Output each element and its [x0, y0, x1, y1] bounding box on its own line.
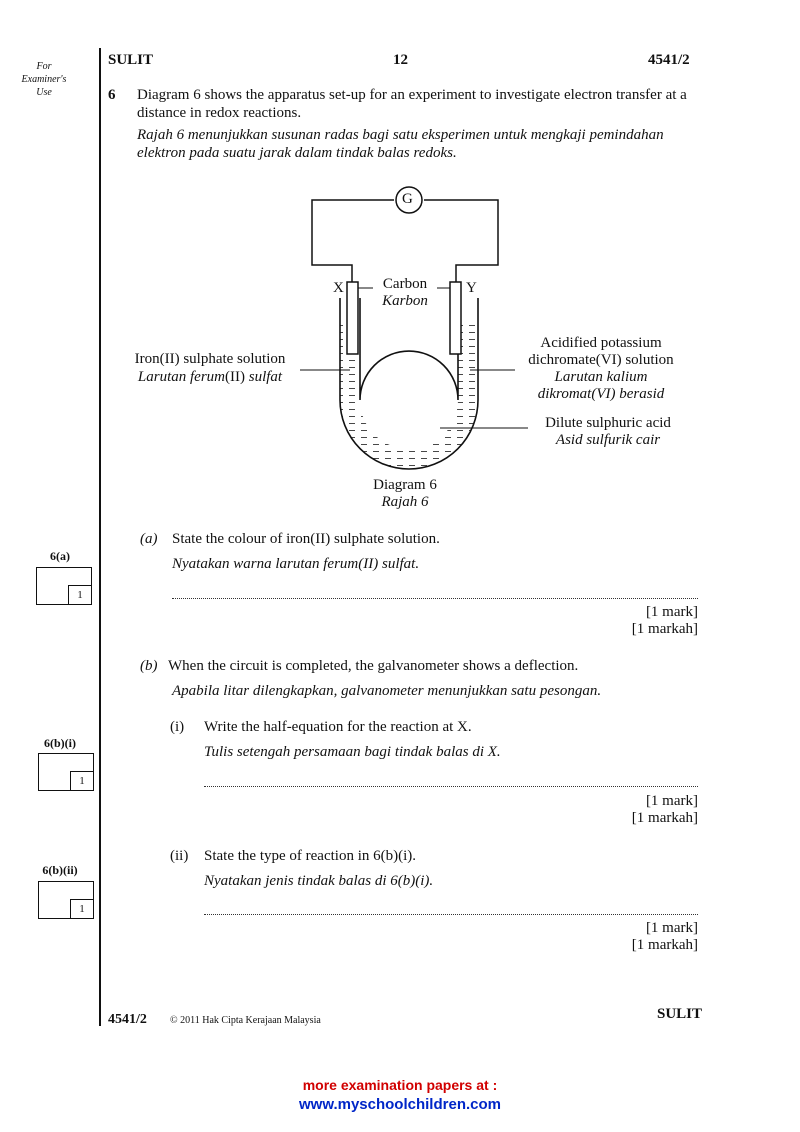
part-bi-label: (i): [170, 719, 185, 735]
part-bi-mark-en: [1 mark]: [645, 793, 698, 809]
right-solution-en-2: dichromate(VI) solution: [528, 352, 674, 368]
examiner-use-note: For Examiner's Use: [21, 61, 67, 98]
part-bi-text-en: Write the half-equation for the reaction at X.: [204, 719, 472, 735]
part-bi-mark-ms: [1 markah]: [631, 810, 698, 826]
page-number: 12: [393, 52, 408, 68]
promo-link[interactable]: www.myschoolchildren.com: [299, 1096, 501, 1113]
part-a-answer-line[interactable]: [172, 598, 698, 599]
electrode-x-label: X: [333, 280, 344, 296]
header-code: 4541/2: [648, 52, 690, 68]
part-b-text-ms: Apabila litar dilengkapkan, galvanometer menunjukkan satu pesongan.: [172, 683, 602, 699]
part-bii-text-en: State the type of reaction in 6(b)(i).: [204, 848, 417, 864]
footer-sulit: SULIT: [657, 1006, 703, 1022]
score-box-6bi-label: 6(b)(i): [44, 736, 76, 750]
part-bii-text-ms: Nyatakan jenis tindak balas di 6(b)(i).: [204, 873, 434, 889]
part-bii-mark-ms: [1 markah]: [631, 937, 698, 953]
part-a-mark-en: [1 mark]: [645, 604, 698, 620]
header-sulit: SULIT: [108, 52, 154, 68]
carbon-label-en: Carbon: [382, 276, 428, 292]
right-solution-en-1: Acidified potassium: [540, 335, 662, 351]
part-bii-label: (ii): [170, 848, 189, 864]
right-solution-ms-1: Larutan kalium: [554, 369, 648, 385]
question-intro-ms: Rajah 6 menunjukkan susunan radas bagi satu eksperimen untuk mengkaji pemindahan elektron pada suatu jarak dalam tindak balas redoks.: [137, 127, 664, 161]
diagram-caption-en: Diagram 6: [373, 477, 437, 493]
part-b-label: (b): [140, 658, 158, 674]
question-number: 6: [108, 87, 116, 103]
part-bii-mark-en: [1 mark]: [645, 920, 698, 936]
carbon-label-ms: Karbon: [382, 293, 428, 309]
promo-text: more examination papers at :: [302, 1077, 498, 1093]
electrode-x: [347, 282, 358, 354]
part-a-text-ms: Nyatakan warna larutan ferum(II) sulfat.: [172, 556, 420, 572]
right-solution-ms-2: dikromat(VI) berasid: [537, 386, 665, 402]
score-box-6bii-label: 6(b)(ii): [42, 863, 78, 877]
footer-copyright: © 2011 Hak Cipta Kerajaan Malaysia: [170, 1015, 321, 1026]
u-tube-inner: [360, 298, 458, 400]
score-box-6bi-max: 1: [70, 771, 94, 791]
left-solution-ms: Larutan ferum(II) sulfat: [137, 369, 283, 385]
wire-left: [312, 200, 394, 282]
part-b-text-en: When the circuit is completed, the galvanometer shows a deflection.: [168, 658, 579, 674]
left-solution-en: Iron(II) sulphate solution: [134, 351, 286, 367]
acid-label-en: Dilute sulphuric acid: [545, 415, 671, 431]
score-box-6a-label: 6(a): [50, 549, 70, 563]
part-bi-answer-line[interactable]: [204, 786, 698, 787]
question-intro-en: Diagram 6 shows the apparatus set-up for an experiment to investigate electron transfer at a distance in redox reactions.: [137, 87, 687, 121]
acid-label-ms: Asid sulfurik cair: [555, 432, 661, 448]
galvanometer-label: G: [402, 191, 413, 207]
score-box-6a-max: 1: [68, 585, 92, 605]
part-a-label: (a): [140, 531, 158, 547]
score-box-6bii-max: 1: [70, 899, 94, 919]
score-box-6bi[interactable]: [38, 753, 94, 791]
score-box-6a[interactable]: [36, 567, 92, 605]
electrode-y: [450, 282, 461, 354]
part-bii-answer-line[interactable]: [204, 914, 698, 915]
score-box-6bii[interactable]: [38, 881, 94, 919]
part-a-mark-ms: [1 markah]: [631, 621, 698, 637]
part-bi-text-ms: Tulis setengah persamaan bagi tindak balas di X.: [204, 744, 501, 760]
wire-right: [424, 200, 498, 282]
diagram-caption-ms: Rajah 6: [381, 494, 429, 510]
footer-code: 4541/2: [108, 1012, 147, 1027]
part-a-text-en: State the colour of iron(II) sulphate solution.: [172, 531, 440, 547]
electrode-y-label: Y: [466, 280, 477, 296]
